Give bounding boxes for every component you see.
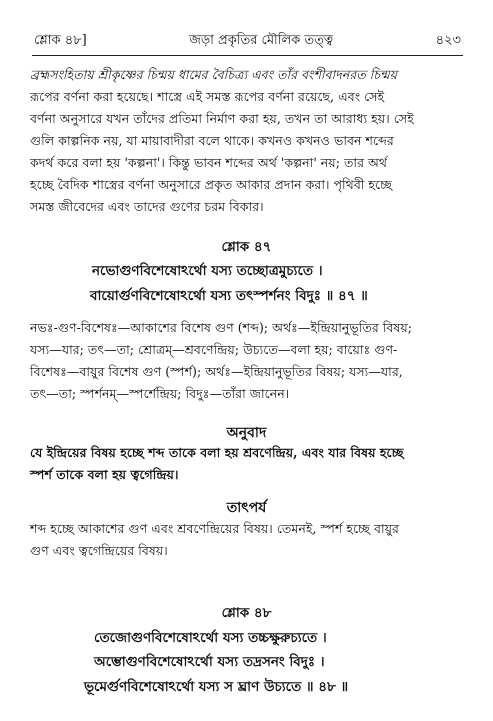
translation-heading: অনুবাদ — [226, 425, 267, 441]
synonyms-line-2: যস্য—যার; তৎ—তা; শ্রোত্রম্—শ্রবণেন্দ্রিয়; উচ্যতে—বলা হয়; বায়োঃ গুণ- — [30, 342, 398, 357]
translation-line-1: যে ইন্দ্রিয়ের বিষয় হচ্ছে শব্দ তাকে বলা হয় শ্রবণেন্দ্রিয়, এবং যার বিষয় হচ্ছে — [30, 445, 404, 460]
verse-48-heading: শ্লোক ৪৮ — [221, 605, 272, 621]
purport-line-7: সমস্ত জীবেদের এবং তাদের গুণের চরম বিকার। — [30, 199, 264, 214]
verse-47-heading: শ্লোক ৪৭ — [221, 239, 272, 255]
verse-47-synonyms — [30, 317, 465, 405]
purport-line-4: গুলি কাল্পনিক নয়, যা মায়াবাদীরা বলে থাকে। কখনও কখনও ভাবন শব্দের — [30, 133, 394, 148]
verse-47-purport-line-1: শব্দ হচ্ছে আকাশের গুণ এবং শ্রবণেন্দ্রিয়ের বিষয়। তেমনই, স্পর্শ হচ্ছে বায়ুর — [30, 521, 399, 536]
verse-47-purport — [30, 518, 465, 562]
purport-line-6: হচ্ছে বৈদিক শাস্ত্রের বর্ণনা অনুসারে প্রকৃত আকার প্রদান করা। পৃথিবী হচ্ছে — [30, 177, 393, 192]
verse-48-line-2: অম্ভোগুণবিশেষোঽর্থো যস্য তদ্রসনং বিদুঃ । — [94, 654, 325, 670]
verse-47-purport-line-2: গুণ এবং ত্বগেন্দ্রিয়ের বিষয়। — [30, 543, 168, 558]
verse-48-line-1: তেজোগুণবিশেষোঽর্থো যস্য তচ্চক্ষুরুচ্যতে । — [94, 630, 327, 646]
purport-continued — [30, 64, 465, 218]
header-rule — [32, 55, 463, 56]
verse-47-line-2: বায়োর্গুণবিশেষোঽর্থো যস্য তৎস্পর্শনং বিদুঃ ॥ ৪৭ ॥ — [90, 288, 368, 304]
verse-48-line-3: ভূমের্গুণবিশেষোঽর্থো যস্য স ঘ্রাণ উচ্যতে ॥ ৪৮ ॥ — [84, 679, 349, 695]
translation-line-2: স্পর্শ তাকে বলা হয় ত্বগেন্দ্রিয়। — [30, 467, 179, 482]
verse-47-translation — [30, 442, 465, 486]
purport-heading: তাৎপর্য — [226, 500, 267, 516]
purport-line-2: রূপের বর্ণনা করা হয়েছে। শাস্ত্রে এই সমস্ত রূপের বর্ণনা রয়েছে, এবং সেই — [30, 89, 385, 104]
running-header — [34, 30, 461, 52]
header-chapter-title: জড়া প্রকৃতির মৌলিক তত্ত্ব — [189, 33, 334, 48]
purport-line-3: বর্ণনা অনুসারে যখন তাঁদের প্রতিমা নির্মাণ করা হয়, তখন তা আরাধ্য হয়। সেই — [30, 111, 414, 126]
header-page-number: ৪২৩ — [435, 33, 461, 48]
verse-47-line-1: নভোগুণবিশেষোঽর্থো যস্য তচ্ছোত্রমুচ্যতে । — [92, 263, 323, 279]
header-verse-ref: শ্লোক ৪৮] — [34, 33, 87, 48]
synonyms-line-4: তৎ—তা; স্পর্শনম্—স্পর্শেন্দ্রিয়; বিদুঃ—তাঁরা জানেন। — [30, 386, 290, 401]
purport-line-1: ব্রহ্মসংহিতায় শ্রীকৃষ্ণের চিন্ময় ধামের বৈচিত্র্য এবং তাঁর বংশীবাদনরত চিন্ময় — [30, 67, 398, 82]
purport-line-5: কদর্থ করে বলা হয় 'কল্পনা'। কিন্তু ভাবন শব্দের অর্থ 'কল্পনা' নয়; তার অর্থ — [30, 155, 388, 170]
synonyms-line-1: নভঃ-গুণ-বিশেষঃ—আকাশের বিশেষ গুণ (শব্দ); অর্থঃ—ইন্দ্রিয়ানুভূতির বিষয়; — [30, 320, 412, 335]
synonyms-line-3: বিশেষঃ—বায়ুর বিশেষ গুণ (স্পর্শ); অর্থঃ—ইন্দ্রিয়ানুভূতির বিষয়; যস্য—যার, — [30, 364, 403, 379]
